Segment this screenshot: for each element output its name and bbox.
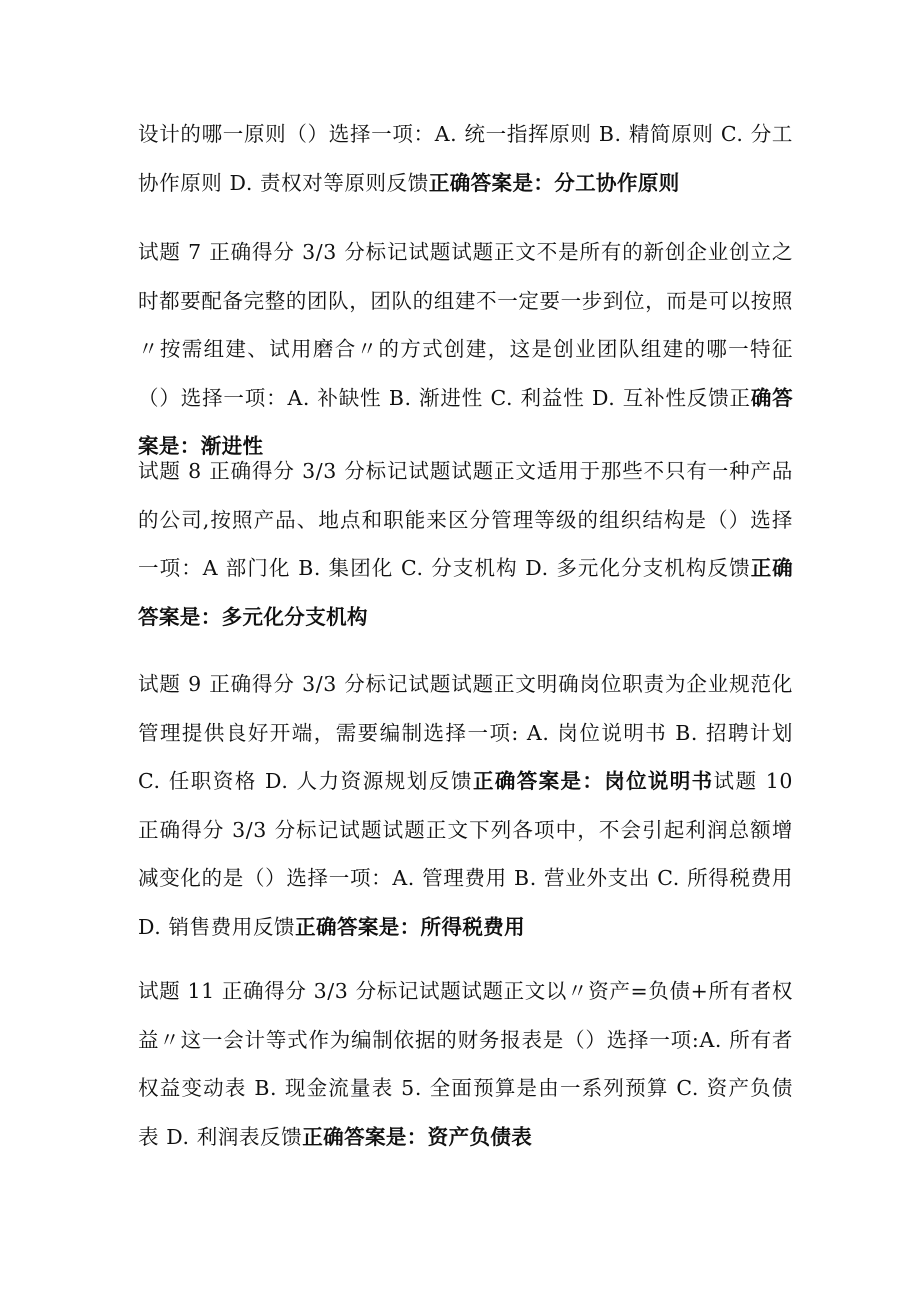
correct-answer: 正确答案是：分工协作原则 bbox=[428, 170, 680, 195]
question-text: 试题 11 正确得分 3/3 分标记试题试题正文以〃资产=负债+所有者权益〃这一会计等式作为编制依据的财务报表是（）选择一项:A. 所有者权益变动表 B. 现金流量表 5. 全面预算是由一系列预算 C. 资产负债表 D. 利润表反馈 bbox=[138, 979, 793, 1149]
question-paragraph-9-10 bbox=[138, 660, 793, 951]
correct-answer: 正确答案是：资产负债表 bbox=[302, 1124, 533, 1149]
correct-answer: 正确答案是：岗位说明书 bbox=[473, 769, 714, 793]
correct-answer: 正确答案是：多元化分支机构 bbox=[138, 556, 793, 629]
question-paragraph-11 bbox=[138, 967, 793, 1161]
question-text-10: 试题 10 正确得分 3/3 分标记试题试题正文下列各项中，不会引起利润总额增减变化的是（）选择一项：A. 管理费用 B. 营业外支出 C. 所得税费用 D. 销售费用反馈 bbox=[138, 769, 793, 939]
correct-answer-10: 正确答案是：所得税费用 bbox=[295, 914, 526, 939]
question-paragraph-6 bbox=[138, 110, 793, 207]
question-text: 试题 8 正确得分 3/3 分标记试题试题正文适用于那些不只有一种产品的公司,按照产品、地点和职能来区分管理等级的组织结构是（）选择一项：A 部门化 B. 集团化 C. 分支机构 D. 多元化分支机构反馈 bbox=[138, 459, 793, 580]
question-text: 试题 7 正确得分 3/3 分标记试题试题正文不是所有的新创企业创立之时都要配备完整的团队，团队的组建不一定要一步到位，而是可以按照〃按需组建、试用磨合〃的方式创建，这是创业团队组建的哪一特征（）选择一项：A. 补缺性 B. 渐进性 C. 利益性 D. 互补性反馈正 bbox=[138, 240, 793, 410]
question-text: 设计的哪一原则（）选择一项：A. 统一指挥原则 B. 精简原则 C. 分工协作原则 D. 责权对等原则反馈 bbox=[138, 122, 793, 195]
correct-answer: 确答案是：渐进性 bbox=[138, 385, 793, 458]
question-paragraph-8 bbox=[138, 447, 793, 641]
question-paragraph-7 bbox=[138, 228, 793, 471]
question-text: 试题 9 正确得分 3/3 分标记试题试题正文明确岗位职责为企业规范化管理提供良好开端，需要编制选择一项: A. 岗位说明书 B. 招聘计划 C. 任职资格 D. 人力资源规划反馈 bbox=[138, 672, 793, 793]
